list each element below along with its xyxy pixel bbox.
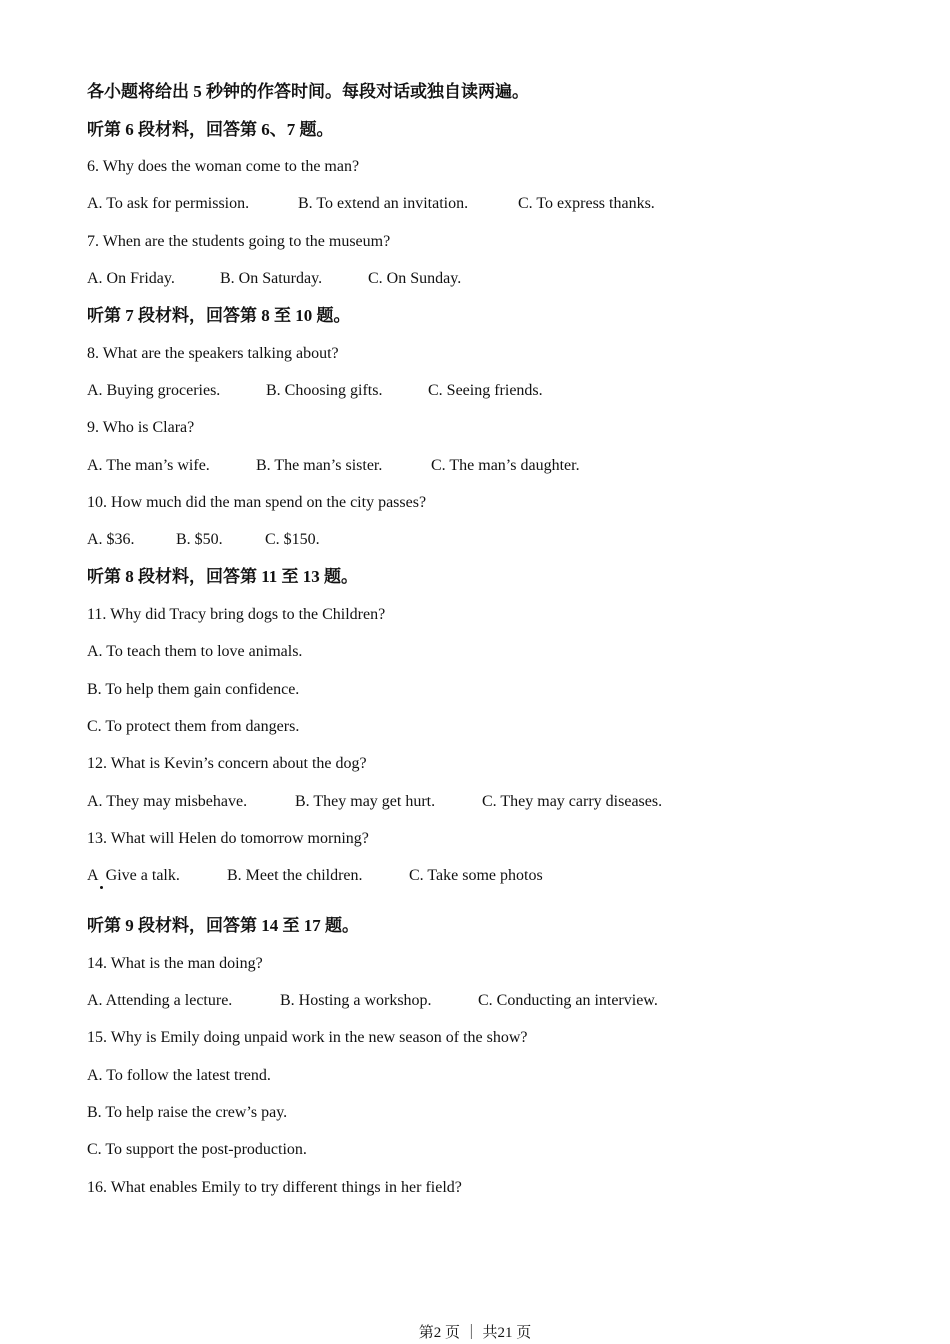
q11-option-c: C. To protect them from dangers.: [87, 718, 300, 735]
question-8: 8. What are the speakers talking about?: [87, 345, 339, 362]
section-heading-9: 听第 9 段材料，回答第 14 至 17 题。: [87, 916, 359, 935]
stray-dot: [100, 886, 103, 889]
q14-option-c: C. Conducting an interview.: [478, 992, 658, 1009]
question-12: 12. What is Kevin’s concern about the dog?: [87, 755, 367, 772]
q7-option-c: C. On Sunday.: [368, 270, 462, 287]
q6-option-b: B. To extend an invitation.: [298, 195, 469, 212]
q12-option-a: A. They may misbehave.: [87, 793, 248, 810]
question-11: 11. Why did Tracy bring dogs to the Children?: [87, 606, 386, 623]
question-6: 6. Why does the woman come to the man?: [87, 158, 360, 175]
q6-option-c: C. To express thanks.: [518, 195, 655, 212]
question-10: 10. How much did the man spend on the city passes?: [87, 494, 427, 511]
q13-option-a: A Give a talk.: [87, 867, 180, 884]
q13-option-c: C. Take some photos: [409, 867, 543, 884]
question-14: 14. What is the man doing?: [87, 955, 263, 972]
q10-option-b: B. $50.: [176, 531, 223, 548]
q11-option-a: A. To teach them to love animals.: [87, 643, 303, 660]
section-heading-8: 听第 8 段材料，回答第 11 至 13 题。: [87, 567, 359, 586]
q15-option-a: A. To follow the latest trend.: [87, 1067, 271, 1084]
question-16: 16. What enables Emily to try different things in her field?: [87, 1179, 462, 1196]
question-15: 15. Why is Emily doing unpaid work in the new season of the show?: [87, 1029, 528, 1046]
page-footer: 第2 页 ｜ 共21 页: [418, 1325, 532, 1341]
q15-option-c: C. To support the post-production.: [87, 1141, 307, 1158]
q10-option-a: A. $36.: [87, 531, 135, 548]
q15-option-b: B. To help raise the crew’s pay.: [87, 1104, 288, 1121]
q7-option-a: A. On Friday.: [87, 270, 175, 287]
q9-option-a: A. The man’s wife.: [87, 457, 210, 474]
q6-option-a: A. To ask for permission.: [87, 195, 250, 212]
q10-option-c: C. $150.: [265, 531, 320, 548]
q8-option-b: B. Choosing gifts.: [266, 382, 383, 399]
q14-option-a: A. Attending a lecture.: [87, 992, 233, 1009]
q14-option-b: B. Hosting a workshop.: [280, 992, 432, 1009]
q8-option-c: C. Seeing friends.: [428, 382, 543, 399]
q7-option-b: B. On Saturday.: [220, 270, 323, 287]
question-13: 13. What will Helen do tomorrow morning?: [87, 830, 369, 847]
q12-option-c: C. They may carry diseases.: [482, 793, 663, 810]
question-9: 9. Who is Clara?: [87, 419, 195, 436]
question-7: 7. When are the students going to the museum?: [87, 233, 391, 250]
q8-option-a: A. Buying groceries.: [87, 382, 221, 399]
section-heading-6: 听第 6 段材料，回答第 6、7 题。: [87, 120, 334, 139]
instructions-line: 各小题将给出 5 秒钟的作答时间。每段对话或独自读两遍。: [87, 82, 529, 101]
section-heading-7: 听第 7 段材料，回答第 8 至 10 题。: [87, 306, 351, 325]
q9-option-b: B. The man’s sister.: [256, 457, 383, 474]
q9-option-c: C. The man’s daughter.: [431, 457, 580, 474]
q12-option-b: B. They may get hurt.: [295, 793, 436, 810]
q11-option-b: B. To help them gain confidence.: [87, 681, 300, 698]
q13-option-b: B. Meet the children.: [227, 867, 363, 884]
